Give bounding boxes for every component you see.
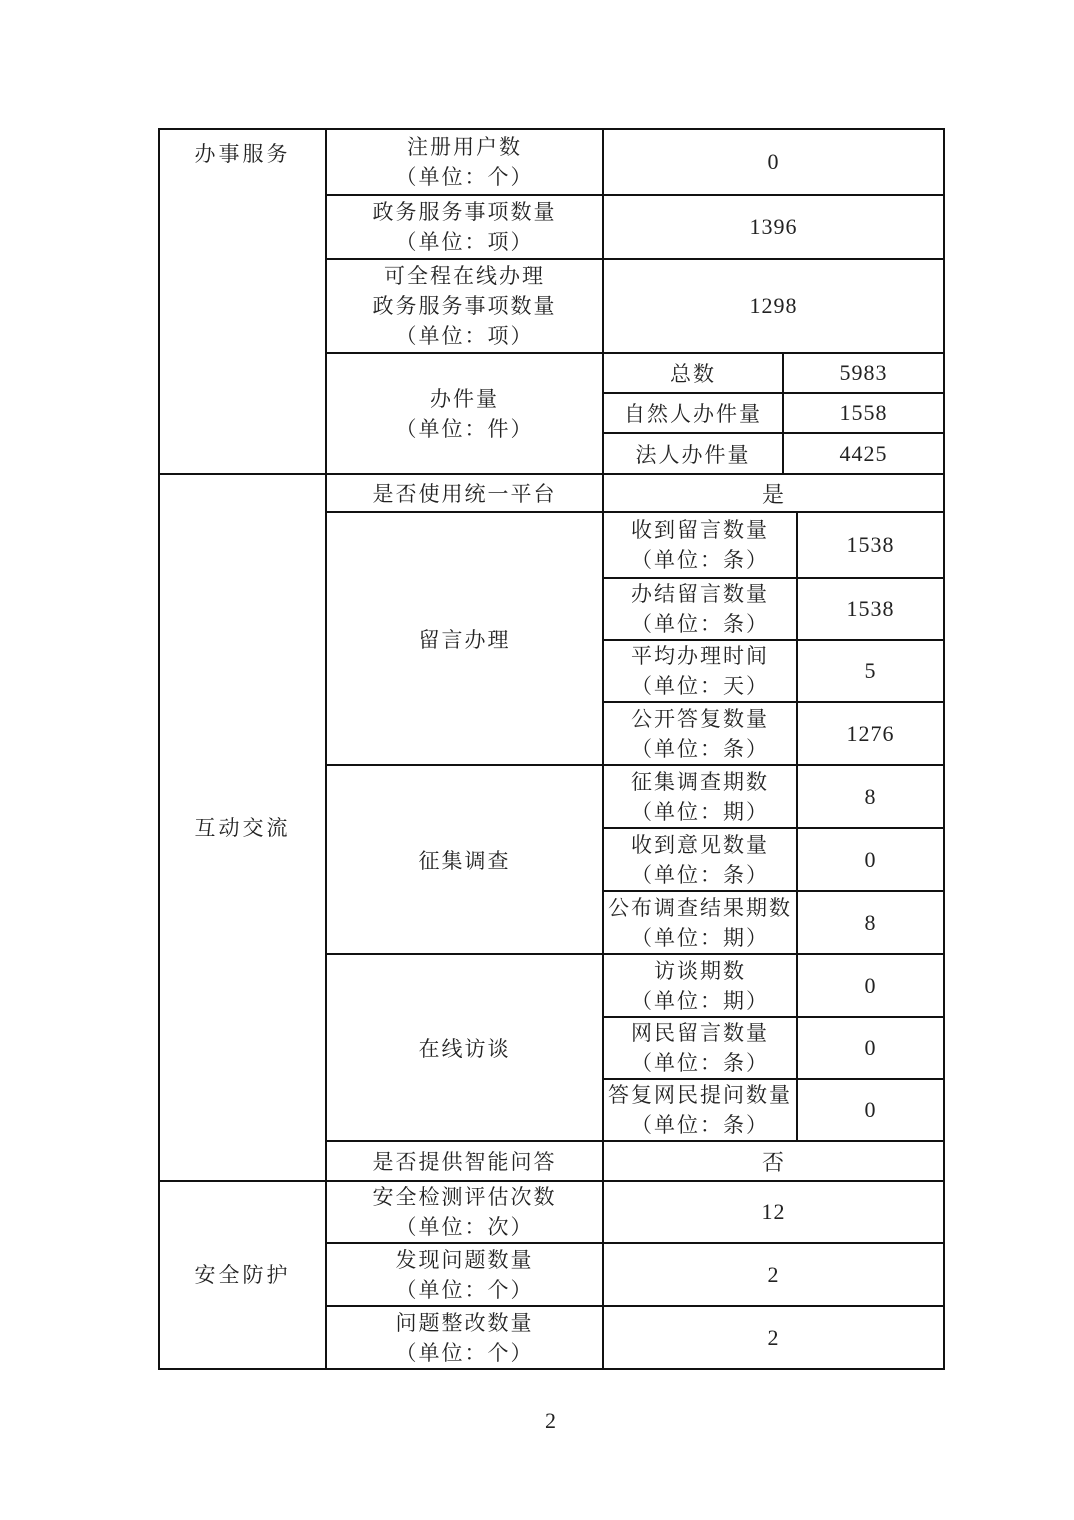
subrow-public-replies-label: [603, 702, 797, 765]
subrow-avg-handling-time-label: [603, 640, 797, 702]
metric-unit: （单位：件）: [395, 416, 534, 441]
metric-value: 否: [603, 1141, 944, 1181]
page-number: 2: [545, 1408, 556, 1433]
subrow-interview-periods-label: [603, 954, 797, 1017]
metric-value: 2: [603, 1306, 944, 1369]
subrow-natural-person-cases-value: 1558: [783, 393, 944, 433]
subrow-name: 征集调查期数: [631, 769, 769, 794]
metric-value: 1298: [603, 259, 944, 353]
metric-value: 是: [603, 474, 944, 512]
subrow-name: 答复网民提问数量: [608, 1083, 792, 1107]
metric-unified-platform: 是否使用统一平台: [326, 474, 603, 512]
subrow-netizen-messages-value: 0: [797, 1017, 944, 1079]
subrow-unit: （单位：条）: [631, 548, 769, 572]
subrow-name: 收到意见数量: [631, 832, 769, 857]
subrow-legal-person-cases-value: 4425: [783, 433, 944, 474]
subrow-name: 公开答复数量: [631, 706, 769, 731]
metric-problems-rectified: [326, 1306, 603, 1369]
subrow-unit: （单位：条）: [631, 862, 769, 887]
subrow-unit: （单位：条）: [631, 1051, 769, 1075]
metric-case-volume: [326, 353, 603, 474]
subrow-completed-messages-label: [603, 578, 797, 640]
metric-unit: （单位：项）: [395, 324, 534, 348]
metric-security-assessments: [326, 1181, 603, 1243]
section-security-label: [159, 1181, 326, 1369]
subrow-name: 网民留言数量: [631, 1021, 769, 1045]
subrow-unit: （单位：天）: [631, 674, 769, 698]
subrow-legal-person-cases-label: 法人办件量: [603, 433, 783, 474]
metric-label: 安全检测评估次数: [372, 1185, 557, 1209]
metric-survey-collection: 征集调查: [326, 765, 603, 954]
metric-label: 注册用户数: [407, 135, 522, 159]
metric-unit: （单位：次）: [395, 1215, 534, 1239]
subrow-name: 访谈期数: [654, 958, 746, 983]
metric-unit: （单位：个）: [395, 1277, 534, 1302]
section-title: 安全防护: [194, 1263, 291, 1287]
metric-unit: （单位：个）: [395, 165, 534, 189]
metric-label: 问题整改数量: [395, 1310, 534, 1335]
subrow-received-opinions-label: [603, 828, 797, 891]
subrow-replies-to-netizens-label: [603, 1079, 797, 1141]
metric-value: 2: [603, 1243, 944, 1306]
section-service-label: [159, 129, 326, 474]
metric-problems-found: [326, 1243, 603, 1306]
subrow-public-replies-value: 1276: [797, 702, 944, 765]
metric-online-service-items: [326, 259, 603, 353]
subrow-unit: （单位：条）: [631, 736, 769, 761]
metric-message-handling: 留言办理: [326, 512, 603, 765]
metric-label: 可全程在线办理: [384, 264, 545, 288]
metric-online-interview: 在线访谈: [326, 954, 603, 1141]
subrow-total-cases-value: 5983: [783, 353, 944, 393]
metric-label: 政务服务事项数量: [372, 200, 557, 224]
annual-report-table: [158, 128, 945, 1370]
subrow-unit: （单位：期）: [631, 799, 769, 824]
section-title: 办事服务: [194, 142, 291, 166]
subrow-name: 平均办理时间: [631, 644, 769, 668]
subrow-natural-person-cases-label: 自然人办件量: [603, 393, 783, 433]
metric-label: 发现问题数量: [395, 1247, 534, 1272]
section-interaction-label: [159, 474, 326, 1181]
subrow-survey-periods-value: 8: [797, 765, 944, 828]
subrow-completed-messages-value: 1538: [797, 578, 944, 640]
section-title: 互动交流: [194, 815, 291, 840]
subrow-unit: （单位：条）: [631, 612, 769, 636]
metric-registered-users: [326, 129, 603, 195]
subrow-received-messages-value: 1538: [797, 512, 944, 578]
subrow-unit: （单位：条）: [631, 1113, 769, 1137]
metric-label-line2: 政务服务事项数量: [372, 294, 557, 318]
metric-label: 办件量: [430, 386, 499, 411]
subrow-total-cases-label: 总数: [603, 353, 783, 393]
metric-unit: （单位：个）: [395, 1340, 534, 1365]
metric-service-items: [326, 195, 603, 259]
subrow-published-results-value: 8: [797, 891, 944, 954]
subrow-received-opinions-value: 0: [797, 828, 944, 891]
subrow-received-messages-label: [603, 512, 797, 578]
subrow-name: 办结留言数量: [631, 582, 769, 606]
subrow-survey-periods-label: [603, 765, 797, 828]
metric-unit: （单位：项）: [395, 230, 534, 254]
subrow-name: 公布调查结果期数: [608, 895, 792, 920]
subrow-unit: （单位：期）: [631, 925, 769, 950]
subrow-unit: （单位：期）: [631, 988, 769, 1013]
subrow-interview-periods-value: 0: [797, 954, 944, 1017]
subrow-published-results-label: [603, 891, 797, 954]
metric-smart-qa: 是否提供智能问答: [326, 1141, 603, 1181]
subrow-netizen-messages-label: [603, 1017, 797, 1079]
subrow-avg-handling-time-value: 5: [797, 640, 944, 702]
metric-value: 1396: [603, 195, 944, 259]
subrow-replies-to-netizens-value: 0: [797, 1079, 944, 1141]
metric-value: 0: [603, 129, 944, 195]
metric-value: 12: [603, 1181, 944, 1243]
subrow-name: 收到留言数量: [631, 518, 769, 542]
